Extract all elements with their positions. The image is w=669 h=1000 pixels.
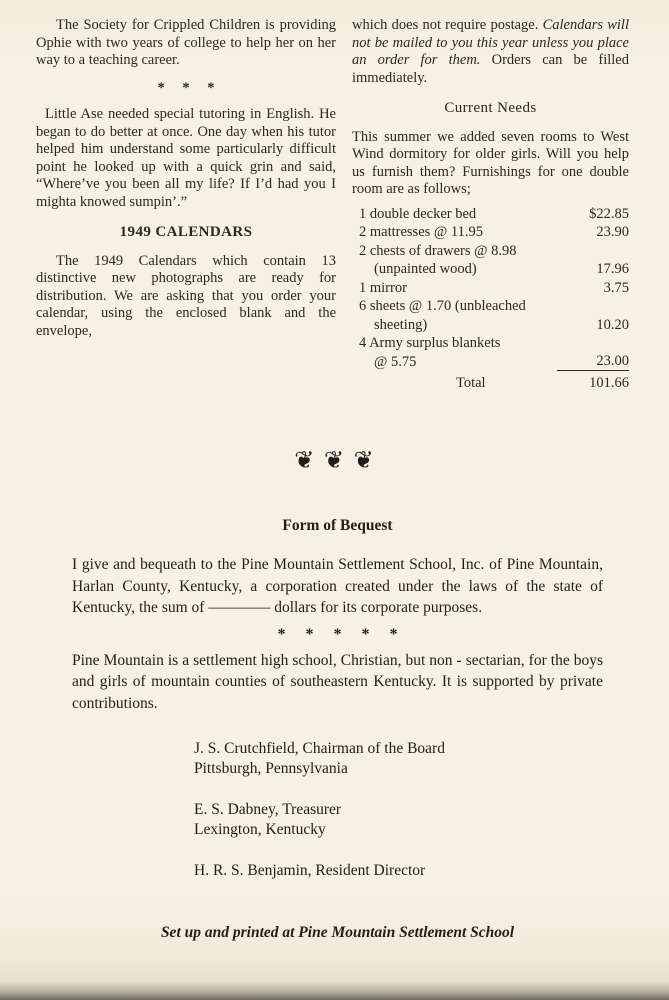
- left-column: [36, 17, 336, 393]
- paragraph-society: The Society for Crippled Children is providing Ophie with two years of college to help her on her way to a teaching career.: [36, 17, 336, 68]
- paragraph-calendars: The 1949 Calendars which contain 13 distinctive new photographs are ready for distribution. We are asking that you order your calendar, using the enclosed blank and the envelope,: [36, 252, 336, 339]
- needs-item-row: [352, 205, 629, 224]
- colophon-line: Set up and printed at Pine Mountain Settlement School: [160, 924, 515, 941]
- current-needs-heading: Current Needs: [444, 100, 537, 116]
- needs-total-row: [352, 374, 629, 393]
- mission-paragraph: Pine Mountain is a settlement high school, Christian, but non - sectarian, for the boys and girls of mountain counties of southeastern Kentucky. It is supported by private contributions.: [72, 651, 603, 712]
- postage-italic-text: Calendars will not be mailed to you this year unless you place an order for them.: [352, 17, 629, 68]
- needs-item-row: [352, 279, 629, 298]
- needs-list: [352, 205, 629, 394]
- asterisk-separator-five: * * * * *: [277, 625, 398, 643]
- needs-item-desc: [359, 334, 500, 371]
- needs-item-line2: @ 5.75: [374, 353, 417, 370]
- needs-item-line2: (unpainted wood): [374, 261, 477, 277]
- needs-item-row: [352, 223, 629, 242]
- needs-item-desc: [359, 297, 526, 334]
- bequest-section: [0, 517, 669, 942]
- right-column: [352, 17, 629, 393]
- total-value: 101.66: [589, 375, 629, 391]
- needs-item-line1: 1 mirror: [359, 279, 407, 296]
- paragraph-postage: [352, 17, 629, 87]
- officers-list: [194, 739, 603, 881]
- fleuron-ornament: ❦ ❦ ❦: [294, 446, 375, 474]
- needs-item-line1: 1 double decker bed: [359, 205, 477, 222]
- needs-item-line2: sheeting): [374, 316, 428, 333]
- bequest-heading: Form of Bequest: [282, 517, 393, 534]
- bequest-paragraph: I give and bequeath to the Pine Mountain Settlement School, Inc. of Pine Mountain, Harlan County, Kentucky, a corporation created under the laws of the state of Kentucky, the sum of ———— dollars for its corporate purposes.: [72, 556, 603, 616]
- total-label: Total: [456, 375, 486, 391]
- officer-name-title: H. R. S. Benjamin, Resident Director: [194, 862, 426, 879]
- needs-item-row: [352, 334, 629, 371]
- officer-name-title: E. S. Dabney, Treasurer: [194, 801, 342, 818]
- needs-item-desc: [359, 205, 476, 224]
- needs-item-line1: 4 Army surplus blankets: [359, 335, 501, 351]
- asterisk-separator: * * *: [157, 79, 215, 96]
- needs-item-price: $22.85: [589, 205, 629, 222]
- needs-item-desc: [359, 279, 407, 298]
- officer-location: Pittsburgh, Pennsylvania: [194, 760, 348, 777]
- postage-text-start: which does not require postage.: [352, 17, 543, 33]
- needs-item-line1: 2 mattresses @ 11.95: [359, 224, 483, 240]
- calendars-heading: 1949 CALENDARS: [119, 224, 253, 240]
- needs-item-row: [352, 297, 629, 334]
- needs-item-desc: [359, 242, 517, 279]
- needs-item-row: [352, 242, 629, 279]
- officer-entry: [194, 861, 603, 881]
- two-column-section: [0, 0, 669, 393]
- needs-item-price: 23.00: [557, 352, 629, 372]
- paragraph-needs-intro: This summer we added seven rooms to West Wind dormitory for older girls. Will you help us furnish them? Furnishings for one double room are as follows;: [352, 128, 629, 197]
- needs-item-price: 17.96: [596, 261, 629, 277]
- postage-text-end: Orders can be filled immediately.: [352, 52, 629, 86]
- needs-item-desc: [359, 223, 483, 242]
- officer-entry: [194, 739, 603, 779]
- paragraph-ase: Little Ase needed special tutoring in English. He began to do better at once. One day when his tutor helped him understand some particularly difficult point he looked up with a quick grin and said, “Where’ve you been all my life? If I’d had you I mighta knowed sumpin’.”: [36, 106, 336, 210]
- needs-item-price: 3.75: [603, 279, 629, 296]
- officer-location: Lexington, Kentucky: [194, 821, 326, 838]
- needs-item-line1: 6 sheets @ 1.70 (unbleached: [359, 298, 526, 314]
- officer-name-title: J. S. Crutchfield, Chairman of the Board: [194, 740, 445, 757]
- needs-item-price: 23.90: [596, 224, 629, 240]
- needs-item-line1: 2 chests of drawers @ 8.98: [359, 242, 517, 259]
- needs-item-price: 10.20: [596, 316, 629, 333]
- officer-entry: [194, 800, 603, 840]
